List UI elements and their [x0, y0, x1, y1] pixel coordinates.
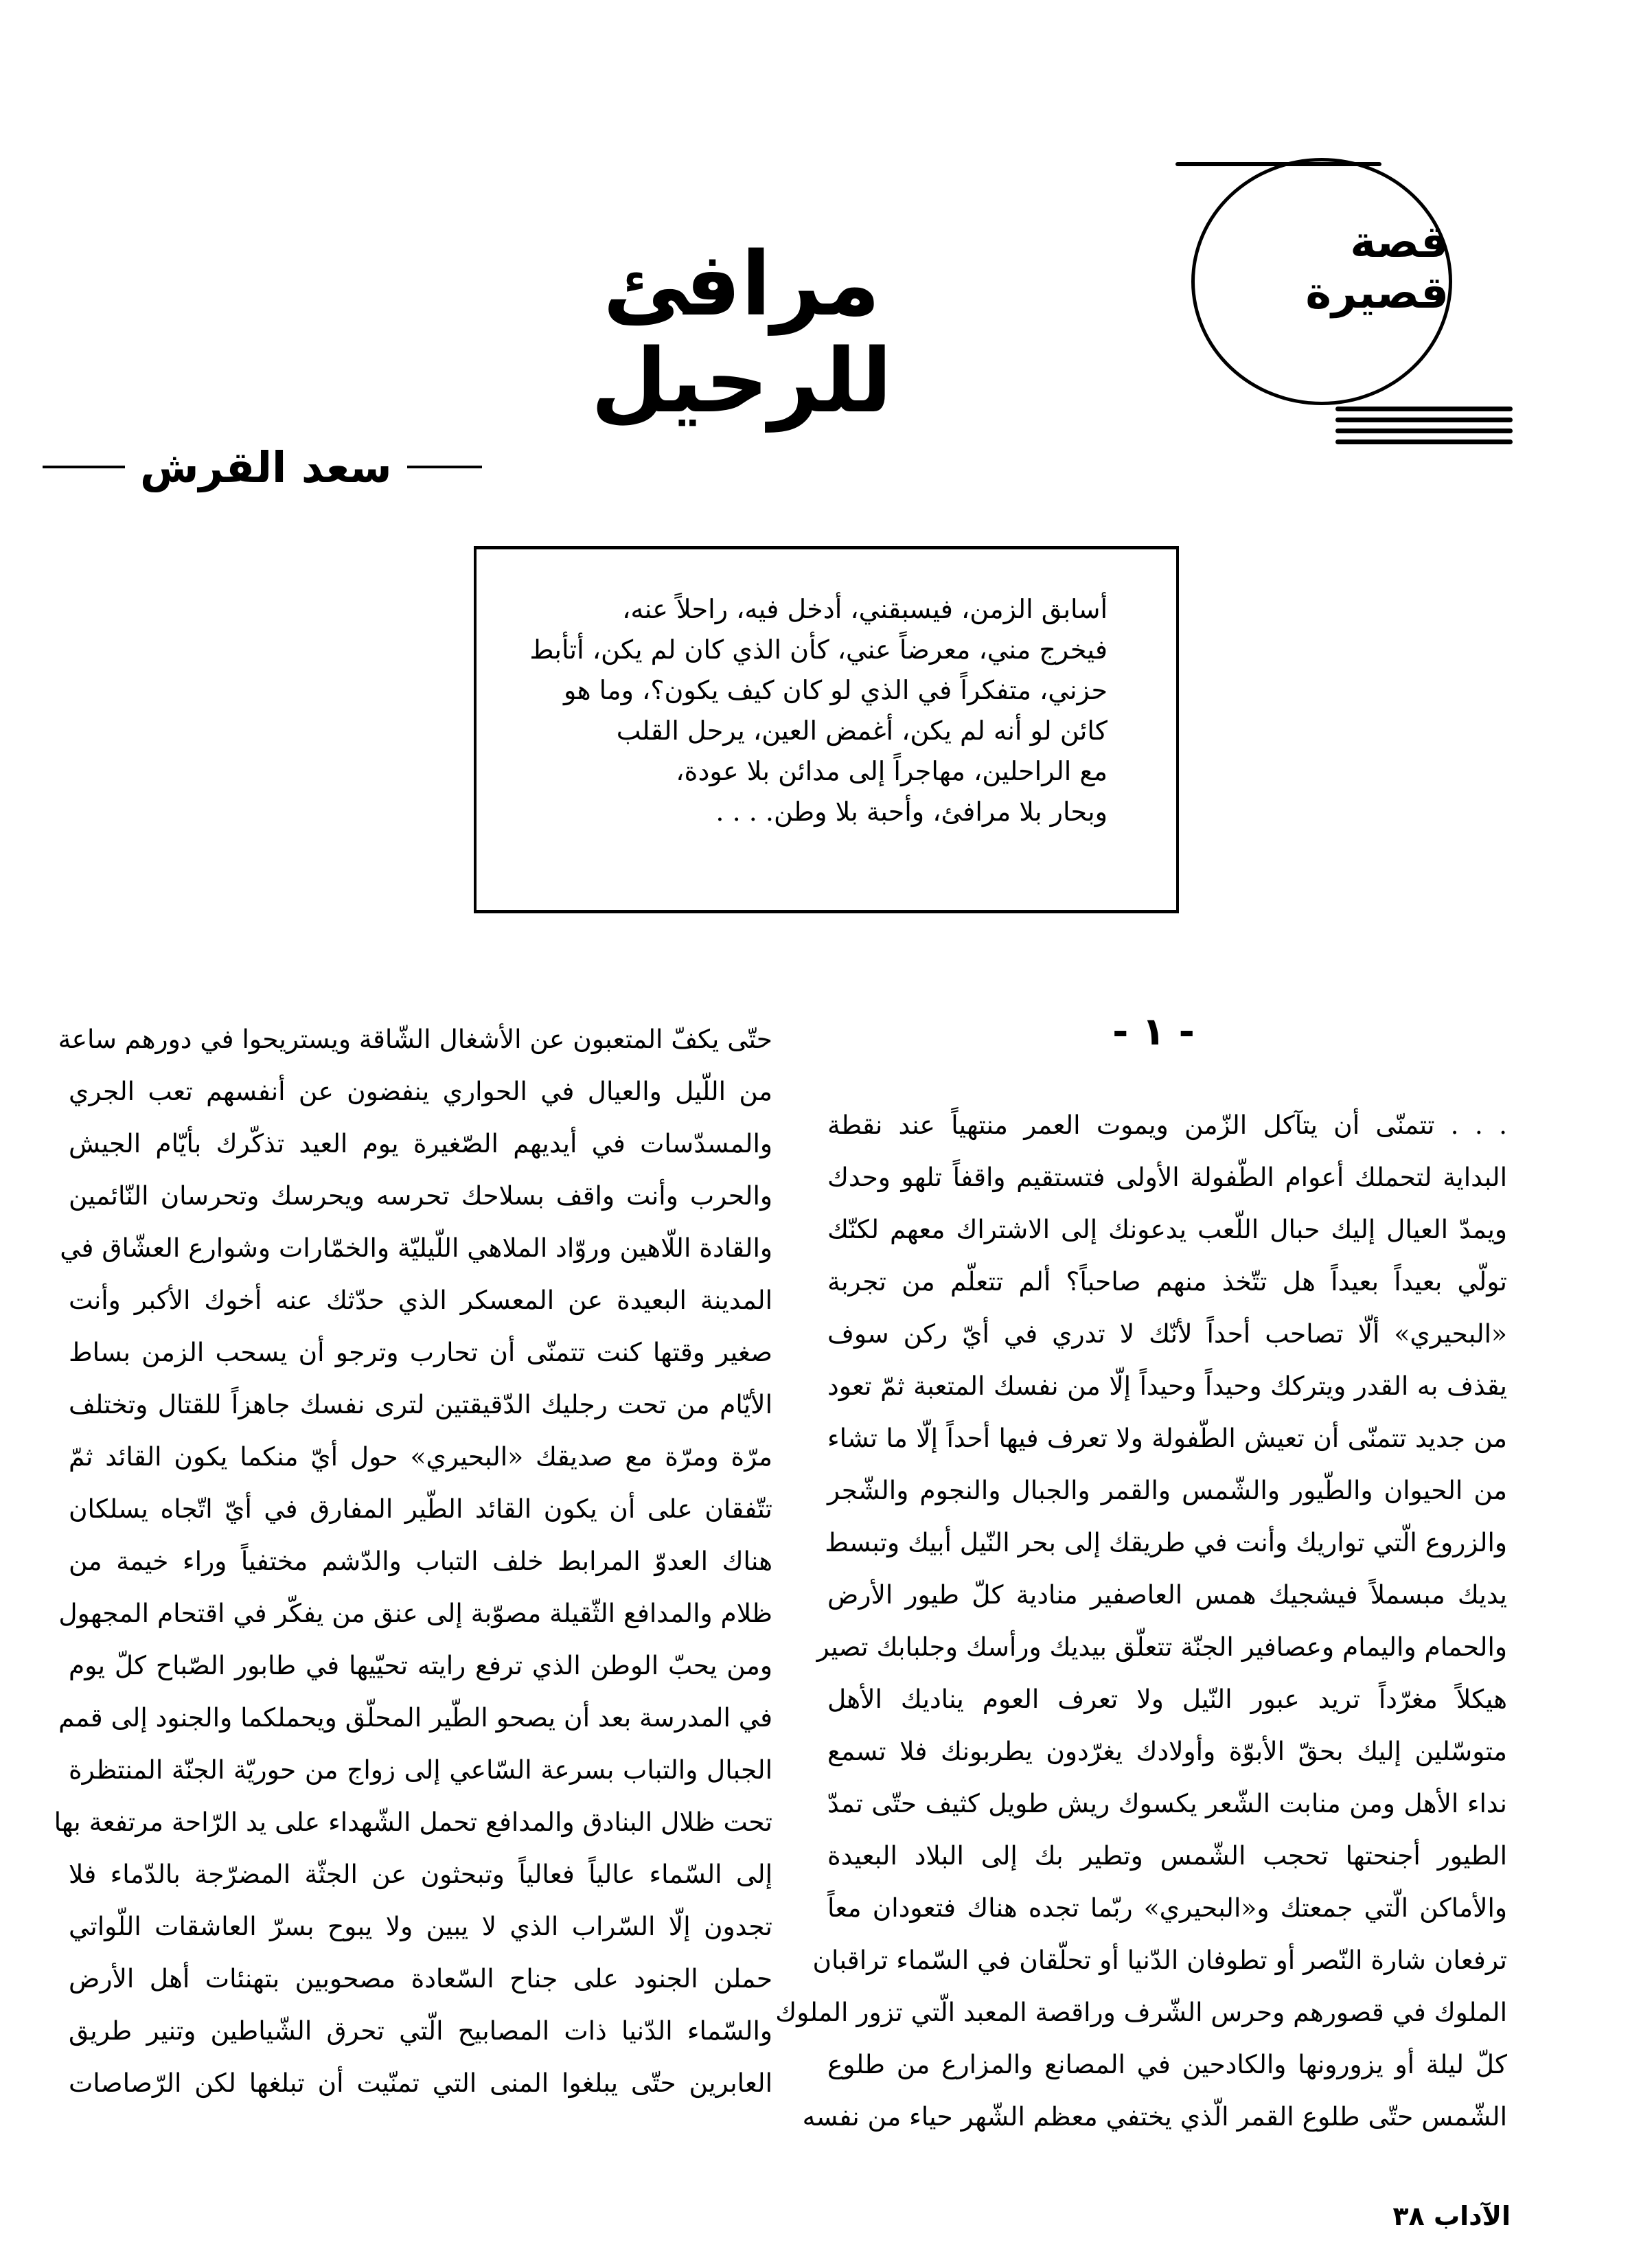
text-line: العابرين حتّى يبلغوا المنى التي تمنّيت أن تبلغها لكن الرّصاصات: [69, 2068, 772, 2098]
page-footer: الآداب ٣٨: [1392, 2201, 1511, 2231]
text-line: هناك العدوّ المرابط خلف التباب والدّشم مختفياً وراء خيمة من: [69, 1546, 772, 1576]
text-line: ومن يحبّ الوطن الذي ترفع رايته تحيّيها في طابور الصّباح كلّ يوم: [69, 1650, 772, 1680]
text-line: والقادة اللّاهين وروّاد الملاهي اللّيليّة والخمّارات وشوارع العشّاق في: [60, 1233, 772, 1263]
text-line: يديك مبسملاً فيشجيك همس العاصفير منادية كلّ طيور الأرض: [827, 1579, 1507, 1610]
stripe: [1335, 439, 1513, 444]
text-line: والحرب وأنت واقف بسلاحك تحرسه ويحرسك وتحرسان النّائمين: [69, 1180, 772, 1211]
text-line: من جديد تتمنّى أن تعيش الطّفولة ولا تعرف فيها أحداً إلّا ما تشاء: [827, 1423, 1507, 1453]
section-label: قصة قصيرة: [1305, 217, 1449, 319]
body-column-left: [54, 1013, 772, 2109]
author-name: سعد القرش: [140, 442, 392, 492]
stripe: [1335, 407, 1513, 411]
text-line: الملوك في قصورهم وحرس الشّرف وراقصة المعبد الّتي تزور الملوك: [775, 1997, 1507, 2027]
story-title: مرافئ للرحيل: [590, 233, 893, 433]
text-line: صغير وقتها كنت تتمنّى أن تحارب وترجو أن يسحب الزمن بساط: [69, 1337, 772, 1367]
text-line: والمسدّسات في أيديهم الصّغيرة يوم العيد تذكّرك بأيّام الجيش: [69, 1128, 772, 1158]
text-line: والسّماء الدّنيا ذات المصابيح الّتي تحرق الشّياطين وتنير طريق: [69, 2016, 772, 2046]
text-line: «البحيري» ألّا تصاحب أحداً لأنّك لا تدري في أيّ ركن سوف: [827, 1318, 1507, 1349]
text-line: ويمدّ العيال إليك حبال اللّعب يدعونك إلى الاشتراك معهم لكنّك: [827, 1214, 1507, 1244]
text-line: . . . تتمنّى أن يتآكل الزّمن ويموت العمر منتهياً عند نقطة: [827, 1110, 1507, 1140]
text-line: من اللّيل والعيال في الحواري ينفضون عن أنفسهم تعب الجري: [69, 1076, 772, 1106]
text-line: نداء الأهل ومن منابت الشّعر يكسوك ريش طويل كثيف حتّى تمدّ: [827, 1788, 1507, 1818]
text-line: والحمام واليمام وعصافير الجنّة تتعلّق بيديك ورأسك وجلبابك تصير: [816, 1632, 1507, 1662]
badge-stripes: [1335, 407, 1513, 450]
text-line: ترفعان شارة النّصر أو تطوفان الدّنيا أو تحلّقان في السّماء تراقبان: [812, 1945, 1507, 1975]
text-line: يقذف به القدر ويتركك وحيداً وحيداً إلّا من نفسك المتعبة ثمّ تعود: [827, 1371, 1507, 1401]
stripe: [1335, 418, 1513, 422]
text-line: والأماكن الّتي جمعتك و«البحيري» ربّما تجده هناك فتعودان معاً: [827, 1893, 1507, 1923]
text-line: كلّ ليلة أو يزورونها والكادحين في المصانع والمزارع من طلوع: [827, 2049, 1507, 2079]
section-number: - ١ -: [1112, 1009, 1195, 1054]
text-line: تحت ظلال البنادق والمدافع تحمل الشّهداء على يد الرّاحة مرتفعة بها: [54, 1807, 772, 1837]
text-line: البداية لتحملك أعوام الطّفولة الأولى فتستقيم واقفاً تلهو وحدك: [827, 1162, 1507, 1192]
text-line: مرّة ومرّة مع صديقك «البحيري» حول أيّ منكما يكون القائد ثمّ: [69, 1441, 772, 1472]
text-line: متوسّلين إليك بحقّ الأبوّة وأولادك يغرّدون يطربونك فلا تسمع: [827, 1736, 1507, 1766]
text-line: الأيّام من تحت رجليك الدّقيقتين لترى نفسك جاهزاً للقتال وتختلف: [69, 1389, 772, 1419]
text-line: الجبال والتباب بسرعة السّاعي إلى زواج من حوريّة الجنّة المنتظرة: [69, 1755, 772, 1785]
author-byline: [43, 439, 482, 494]
section-badge: [1191, 158, 1452, 405]
epigraph-line: أسابق الزمن، فيسبقني، أدخل فيه، راحلاً عنه،: [622, 594, 1108, 624]
epigraph-line: كائن لو أنه لم يكن، أغمض العين، يرحل القلب: [616, 716, 1108, 746]
body-column-right: [775, 1099, 1507, 2143]
epigraph-box: [474, 546, 1179, 913]
text-line: تتّفقان على أن يكون القائد الطّير المفارق في أيّ اتّجاه يسلكان: [69, 1494, 772, 1524]
epigraph-line: حزني، متفكراً في الذي لو كان كيف يكون؟، وما هو: [563, 675, 1108, 705]
text-line: ظلام والمدافع الثّقيلة مصوّبة إلى عنق من يفكّر في اقتحام المجهول: [58, 1598, 772, 1628]
text-line: الشّمس حتّى طلوع القمر الّذي يختفي معظم الشّهر حياء من نفسه: [802, 2101, 1507, 2132]
author-rule-left: [43, 466, 125, 468]
epigraph-line: مع الراحلين، مهاجراً إلى مدائن بلا عودة،: [676, 756, 1108, 786]
text-line: هيكلاً مغرّداً تريد عبور النّيل ولا تعرف العوم يناديك الأهل: [827, 1684, 1507, 1714]
author-rule-right: [407, 466, 482, 468]
text-line: حملن الجنود على جناح السّعادة مصحوبين بتهنئات أهل الأرض: [69, 1963, 772, 1994]
text-line: في المدرسة بعد أن يصحو الطّير المحلّق ويحملكما والجنود إلى قمم: [58, 1702, 772, 1733]
epigraph-text: [518, 589, 1108, 832]
text-line: الطيور أجنحتها تحجب الشّمس وتطير بك إلى البلاد البعيدة: [827, 1840, 1507, 1871]
text-line: حتّى يكفّ المتعبون عن الأشغال الشّاقة ويستريحوا في دورهم ساعة: [58, 1024, 772, 1054]
text-line: والزروع الّتي تواريك وأنت في طريقك إلى بحر النّيل أبيك وتبسط: [825, 1527, 1507, 1557]
text-line: المدينة البعيدة عن المعسكر الذي حدّثك عنه أخوك الأكبر وأنت: [69, 1285, 772, 1315]
text-line: تجدون إلّا السّراب الذي لا يبين ولا يبوح بسرّ العاشقات اللّواتي: [69, 1911, 772, 1941]
text-line: إلى السّماء عالياً فعالياً وتبحثون عن الجثّة المضرّجة بالدّماء فلا: [69, 1859, 772, 1889]
stripe: [1335, 429, 1513, 433]
epigraph-line: فيخرج مني، معرضاً عني، كأن الذي كان لم يكن، أتأبط: [529, 635, 1108, 665]
text-line: تولّي بعيداً بعيداً هل تتّخذ منهم صاحباً؟ ألم تتعلّم من تجربة: [827, 1266, 1507, 1297]
epigraph-line: وبحار بلا مرافئ، وأحبة بلا وطن. . . .: [715, 797, 1108, 827]
text-line: من الحيوان والطّيور والشّمس والقمر والجبال والنجوم والشّجر: [827, 1475, 1507, 1505]
